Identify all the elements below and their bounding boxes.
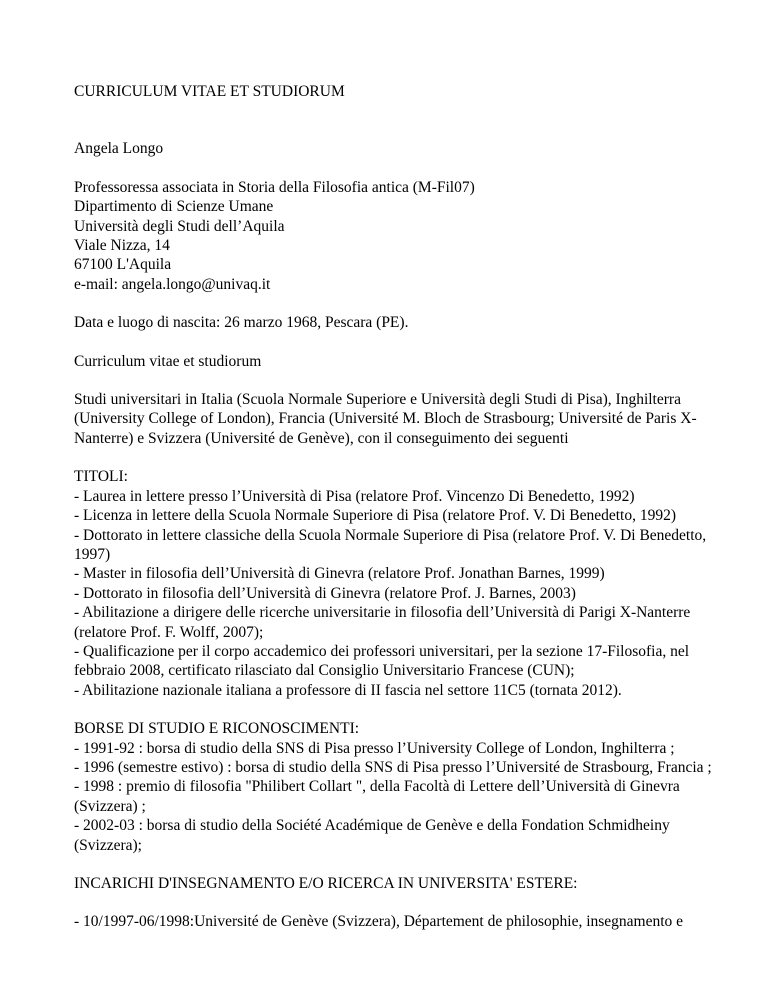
- titoli-section: [74, 467, 728, 700]
- list-item: - Master in filosofia dell’Università di Ginevra (relatore Prof. Jonathan Barnes, 1999): [74, 565, 605, 583]
- affiliation-block: [74, 178, 728, 294]
- incarichi-section: [74, 874, 728, 932]
- borse-section: [74, 719, 728, 855]
- document-title: CURRICULUM VITAE ET STUDIORUM: [74, 83, 345, 100]
- affiliation-university: Università degli Studi dell’Aquila: [74, 217, 285, 235]
- list-item: - Licenza in lettere della Scuola Normale Superiore di Pisa (relatore Prof. V. Di Benedetto, 1992): [74, 507, 677, 525]
- list-item: - Laurea in lettere presso l’Università di Pisa (relatore Prof. Vincenzo Di Benedetto, 1992): [74, 487, 635, 505]
- list-item: - 1991-92 : borsa di studio della SNS di Pisa presso l’University College of London, Inghilterra ;: [74, 739, 675, 757]
- cv-heading: Curriculum vitae et studiorum: [74, 352, 262, 370]
- list-item: - Dottorato in lettere classiche della Scuola Normale Superiore di Pisa (relatore Prof. V. Di Benedetto, 1997): [74, 526, 707, 563]
- affiliation-email: e-mail: angela.longo@univaq.it: [74, 275, 271, 293]
- list-item: - Abilitazione a dirigere delle ricerche universitarie in filosofia dell’Università di Parigi X-Nanterre (relatore Prof. F. Wolff, 2007);: [74, 604, 691, 641]
- list-item: - 10/1997-06/1998:Université de Genève (Svizzera), Département de philosophie, insegnamento e: [74, 913, 684, 931]
- author-name: Angela Longo: [74, 140, 164, 158]
- studies-paragraph: Studi universitari in Italia (Scuola Normale Superiore e Università degli Studi di Pisa), Inghilterra (University College of London), Francia (Université M. Bloch de Strasbourg; Université de Paris X-Nanterre) e Svizzera (Université de Genève), con il conseguimento dei seguenti: [74, 391, 697, 447]
- list-item: - Qualificazione per il corpo accademico dei professori universitari, per la sezione 17-Filosofia, nel febbraio 2008, certificato rilasciato dal Consiglio Universitario Francese (CUN);: [74, 642, 690, 680]
- incarichi-heading: INCARICHI D'INSEGNAMENTO E/O RICERCA IN UNIVERSITA' ESTERE:: [74, 875, 578, 892]
- borse-heading: BORSE DI STUDIO E RICONOSCIMENTI:: [74, 720, 360, 738]
- list-item: - Dottorato in filosofia dell’Università di Ginevra (relatore Prof. J. Barnes, 2003): [74, 584, 576, 602]
- affiliation-position: Professoressa associata in Storia della Filosofia antica (M-Fil07): [74, 178, 475, 196]
- list-item: - Abilitazione nazionale italiana a professore di II fascia nel settore 11C5 (tornata 2012).: [74, 681, 622, 699]
- list-item: - 1998 : premio di filosofia "Philibert Collart ", della Facoltà di Lettere dell’Università di Ginevra (Svizzera) ;: [74, 778, 680, 815]
- affiliation-department: Dipartimento di Scienze Umane: [74, 198, 274, 216]
- list-item: - 2002-03 : borsa di studio della Société Académique de Genève e della Fondation Schmidheiny (Svizzera);: [74, 817, 670, 854]
- list-item: - 1996 (semestre estivo) : borsa di studio della SNS di Pisa presso l’Université de Strasbourg, Francia ;: [74, 758, 712, 776]
- titoli-heading: TITOLI:: [74, 468, 128, 486]
- affiliation-street: Viale Nizza, 14: [74, 237, 170, 255]
- birth-info: Data e luogo di nascita: 26 marzo 1968, Pescara (PE).: [74, 314, 409, 332]
- affiliation-city: 67100 L'Aquila: [74, 256, 172, 274]
